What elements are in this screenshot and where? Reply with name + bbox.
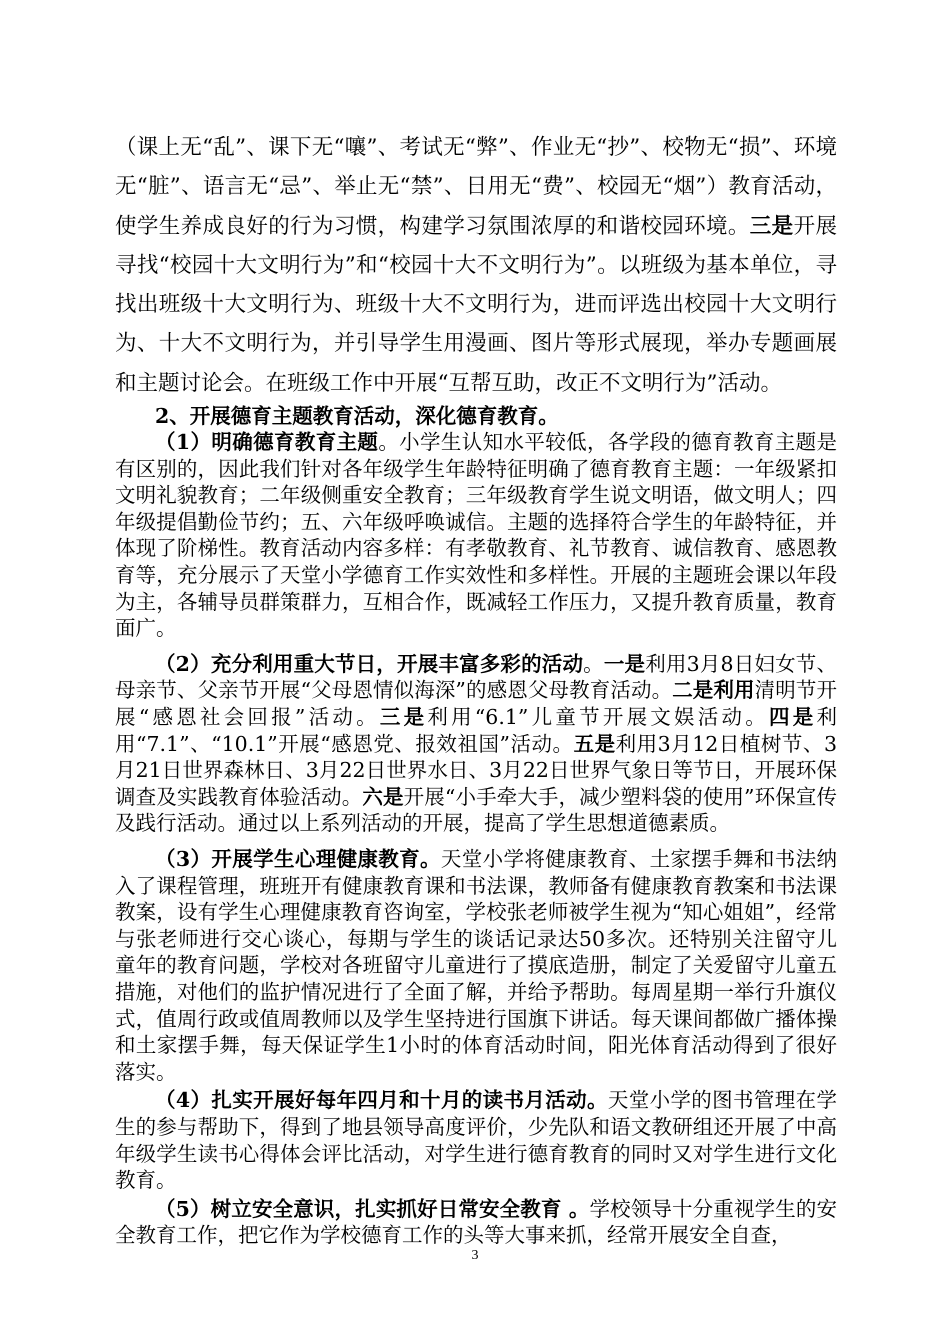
paragraph-text: 利用“6.1”儿童节开展文娱活动。 [427,705,770,730]
body-text [115,128,837,1249]
subsection-title: （1）明确德育教育主题 [155,430,379,455]
paragraph-civility [115,128,837,403]
subsection-title: （5）树立安全意识，扎实抓好日常安全教育 。 [155,1196,590,1221]
subsection-title: （4）扎实开展好每年四月和十月的读书月活动。 [155,1088,608,1113]
bold-label: 四是 [769,705,817,730]
paragraph-text: 清明节开展“感恩社会回报”活动。 [115,678,838,730]
bold-label: 三是 [749,213,794,239]
paragraph-text: 。 [583,651,604,676]
paragraph-text: 天堂小学将健康教育、土家摆手舞和书法纳入了课程管理，班班开有健康教育课和书法课，教师备有健康教育教案和书法课教案，设有学生心理健康教育咨询室，学校张老师被学生视为“知心姐姐”，经常与张老师进行交心谈心，每期与学生的谈话记录达50多次。还特别关注留守儿童年的教育问题，学校对各班留守儿童进行了摸底造册，制定了关爱留守儿童五措施，对他们的监护情况进行了全面了解，并给予帮助。每周星期一举行升旗仪式，值周行政或值周教师以及学生坚持进行国旗下讲话。每天课间都做广播体操和土家摆手舞，每天保证学生1小时的体育活动时间，阳光体育活动得到了很好落实。 [115,846,838,1084]
paragraph-festivals [115,651,837,837]
paragraph-text: 开展“小手牵大手，减少塑料袋的使用”环保宣传及践行活动。通过以上系列活动的开展，提高了学生思想道德素质。 [115,784,838,836]
paragraph-theme [115,429,837,642]
bold-label: 五是 [573,731,616,756]
bold-label: 六是 [362,784,404,809]
paragraph-safety [115,1196,837,1249]
paragraph-mental-health [115,846,837,1085]
bold-label: 三是 [379,705,428,730]
paragraph-text: 天堂小学的图书管理在学生的参与帮助下，得到了地县领导高度评价，少先队和语文教研组还开展了中高年级学生读书心得体会评比活动，对学生进行德育教育的同时又对学生进行文化教育。 [115,1088,838,1193]
paragraph-reading-month [115,1087,837,1193]
bold-label: 二是利用 [672,678,755,703]
page-number: 3 [471,1248,479,1263]
paragraph-text: 。小学生认知水平较低，各学段的德育教育主题是有区别的，因此我们针对各年级学生年龄特征明确了德育教育主题：一年级紧扣文明礼貌教育；二年级侧重安全教育；三年级教育学生说文明语，做文明人；四年级提倡勤俭节约；五、六年级呼唤诚信。主题的选择符合学生的年龄特征，并体现了阶梯性。教育活动内容多样：有孝敬教育、礼节教育、诚信教育、感恩教育等，充分展示了天堂小学德育工作实效性和多样性。开展的主题班会课以年段为主，各辅导员群策群力，互相合作，既减轻工作压力，又提升教育质量，教育面广。 [115,430,838,641]
subsection-title: （3）开展学生心理健康教育。 [155,846,441,871]
paragraph-text: 学校领导十分重视学生的安全教育工作，把它作为学校德育工作的头等大事来抓，经常开展安全自查， [115,1196,837,1248]
paragraph-text: 开展寻找“校园十大文明行为”和“校园十大不文明行为”。以班级为基本单位，寻找出班级十大文明行为、班级十大不文明行为，进而评选出校园十大文明行为、十大不文明行为，并引导学生用漫画、图片等形式展现，举办专题画展和主题讨论会。在班级工作中开展“互帮互助，改正不文明行为”活动。 [115,213,837,396]
paragraph-text: 利用3月8日妇女节、母亲节、父亲节开展“父母恩情似海深”的感恩父母教育活动。 [115,651,837,703]
paragraph-text: （课上无“乱”、课下无“嚷”、考试无“弊”、作业无“抄”、校物无“损”、环境无“脏”、语言无“忌”、举止无“禁”、日用无“费”、校园无“烟”）教育活动，使学生养成良好的行为习惯，构建学习氛围浓厚的和谐校园环境。 [115,135,837,239]
bold-label: 一是 [603,651,646,676]
subsection-title: （2）充分利用重大节日，开展丰富多彩的活动 [155,651,584,676]
paragraph-text: 利用“7.1”、“10.1”开展“感恩党、报效祖国”活动。 [115,705,837,756]
section-heading: 2、开展德育主题教育活动，深化德育教育。 [155,404,559,429]
paragraph-text: 利用3月12日植树节、3月21日世界森林日、3月22日世界水日、3月22日世界气象日等节日，开展环保调查及实践教育体验活动。 [115,731,838,809]
